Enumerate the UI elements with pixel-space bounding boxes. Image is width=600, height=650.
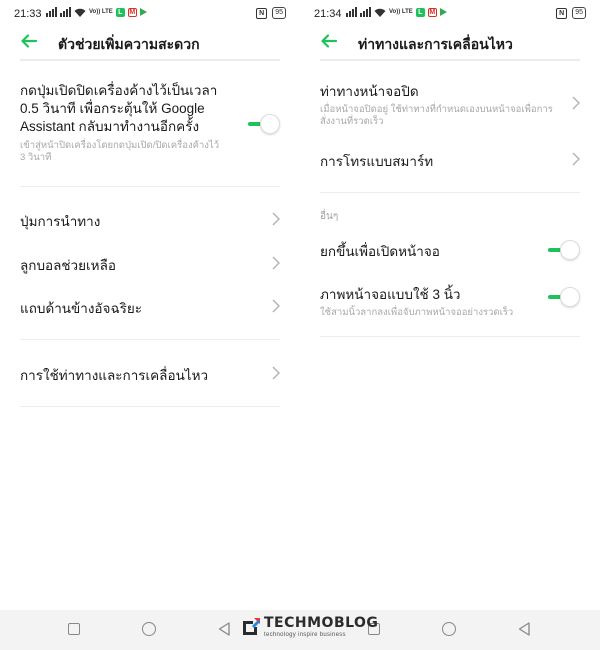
chevron-right-icon bbox=[572, 96, 580, 110]
divider bbox=[20, 406, 280, 407]
smart-call-item[interactable] bbox=[320, 150, 580, 170]
line-app-icon: L bbox=[116, 8, 125, 17]
header-divider bbox=[20, 59, 280, 61]
toggle-knob bbox=[560, 240, 580, 260]
signal-icon bbox=[60, 7, 71, 17]
chevron-right-icon bbox=[272, 212, 280, 226]
nfc-icon: N bbox=[256, 8, 267, 19]
left-screen bbox=[0, 0, 300, 610]
row-sub-line-1: เข้าสู่หน้าปิดเครื่องโดยกดปุ่มเปิด/ปิดเครื่องค้างไว้ bbox=[20, 140, 220, 151]
row-label: แถบด้านข้างอัจฉริยะ bbox=[20, 301, 143, 316]
chevron-right-icon bbox=[272, 256, 280, 270]
status-icons bbox=[46, 7, 147, 17]
three-finger-screenshot-row[interactable] bbox=[320, 283, 580, 319]
row-label: ท่าทางหน้าจอปิด bbox=[320, 84, 419, 99]
row-label: ปุ่มการนำทาง bbox=[20, 214, 101, 229]
watermark-brand: TECHMOBLOG bbox=[264, 615, 379, 631]
status-icons bbox=[346, 7, 447, 17]
gmail-icon: M bbox=[129, 8, 136, 16]
chevron-right-icon bbox=[272, 366, 280, 380]
row-label-line-1: กดปุ่มเปิดปิดเครื่องค้างไว้เป็นเวลา bbox=[20, 83, 218, 98]
status-time: 21:34 bbox=[314, 8, 342, 20]
app-bar bbox=[0, 28, 300, 58]
watermark bbox=[240, 612, 379, 642]
raise-to-wake-toggle[interactable] bbox=[548, 240, 580, 260]
signal-icon bbox=[360, 7, 371, 17]
volte-icon: Vo)) LTE bbox=[389, 9, 413, 15]
status-bar bbox=[300, 0, 600, 28]
row-label: การใช้ท่าทางและการเคลื่อนไหว bbox=[20, 368, 209, 383]
three-finger-screenshot-toggle[interactable] bbox=[548, 287, 580, 307]
play-store-icon bbox=[140, 8, 147, 16]
screen-off-gestures-item[interactable] bbox=[320, 80, 580, 130]
play-store-icon bbox=[440, 8, 447, 16]
row-sub-line-2: 3 วินาที bbox=[20, 152, 52, 163]
toggle-knob bbox=[560, 287, 580, 307]
row-label: ลูกบอลช่วยเหลือ bbox=[20, 258, 116, 273]
header-divider bbox=[320, 59, 580, 61]
gmail-icon: M bbox=[429, 8, 436, 16]
recent-apps-icon[interactable] bbox=[68, 623, 80, 635]
divider bbox=[320, 192, 580, 193]
line-app-icon: L bbox=[416, 8, 425, 17]
divider bbox=[20, 339, 280, 340]
page-title: ท่าทางและการเคลื่อนไหว bbox=[358, 36, 513, 52]
row-sub: ใช้สามนิ้วลากลงเพื่อจับภาพหน้าจออย่างรวดเร็ว bbox=[320, 307, 514, 318]
battery-icon: 95 bbox=[272, 7, 286, 19]
wifi-icon bbox=[374, 8, 386, 17]
status-right bbox=[556, 7, 586, 19]
chevron-right-icon bbox=[572, 152, 580, 166]
back-arrow-icon[interactable] bbox=[20, 32, 38, 50]
section-label-other: อื่นๆ bbox=[320, 211, 339, 222]
signal-icon bbox=[346, 7, 357, 17]
navigation-buttons-item[interactable] bbox=[20, 210, 280, 230]
smart-sidebar-item[interactable] bbox=[20, 297, 280, 317]
home-icon[interactable] bbox=[442, 622, 456, 636]
volte-icon: Vo)) LTE bbox=[89, 9, 113, 15]
status-time: 21:33 bbox=[14, 8, 42, 20]
app-bar bbox=[300, 28, 600, 58]
home-icon[interactable] bbox=[142, 622, 156, 636]
battery-icon: 95 bbox=[572, 7, 586, 19]
status-right bbox=[256, 7, 286, 19]
row-sub-line-1: เมื่อหน้าจอปิดอยู่ ใช้ท่าทางที่กำหนดเองบนหน้าจอเพื่อการ bbox=[320, 104, 553, 115]
watermark-tagline: technology inspire business bbox=[264, 632, 346, 638]
power-button-assistant-row[interactable] bbox=[20, 82, 280, 172]
nav-back-icon[interactable] bbox=[518, 622, 530, 636]
divider bbox=[320, 336, 580, 337]
back-arrow-icon[interactable] bbox=[320, 32, 338, 50]
right-screen bbox=[300, 0, 600, 610]
row-label: ยกขึ้นเพื่อเปิดหน้าจอ bbox=[320, 244, 440, 259]
nfc-icon: N bbox=[556, 8, 567, 19]
row-label: ภาพหน้าจอแบบใช้ 3 นิ้ว bbox=[320, 287, 461, 302]
divider bbox=[20, 186, 280, 187]
wifi-icon bbox=[74, 8, 86, 17]
row-label-line-3: Assistant กลับมาทำงานอีกครั้ง bbox=[20, 119, 200, 134]
raise-to-wake-row[interactable] bbox=[320, 240, 580, 262]
row-label: การโทรแบบสมาร์ท bbox=[320, 154, 434, 169]
power-assistant-toggle[interactable] bbox=[248, 114, 280, 134]
toggle-knob bbox=[260, 114, 280, 134]
page-title: ตัวช่วยเพิ่มความสะดวก bbox=[58, 36, 200, 52]
signal-icon bbox=[46, 7, 57, 17]
status-bar bbox=[0, 0, 300, 28]
assistive-ball-item[interactable] bbox=[20, 254, 280, 274]
techmoblog-logo bbox=[240, 616, 262, 638]
nav-back-icon[interactable] bbox=[218, 622, 230, 636]
row-label-line-2: 0.5 วินาที เพื่อกระตุ้นให้ Google bbox=[20, 101, 205, 116]
chevron-right-icon bbox=[272, 299, 280, 313]
row-sub-line-2: สั่งงานที่รวดเร็ว bbox=[320, 116, 384, 127]
gestures-motions-item[interactable] bbox=[20, 364, 280, 384]
